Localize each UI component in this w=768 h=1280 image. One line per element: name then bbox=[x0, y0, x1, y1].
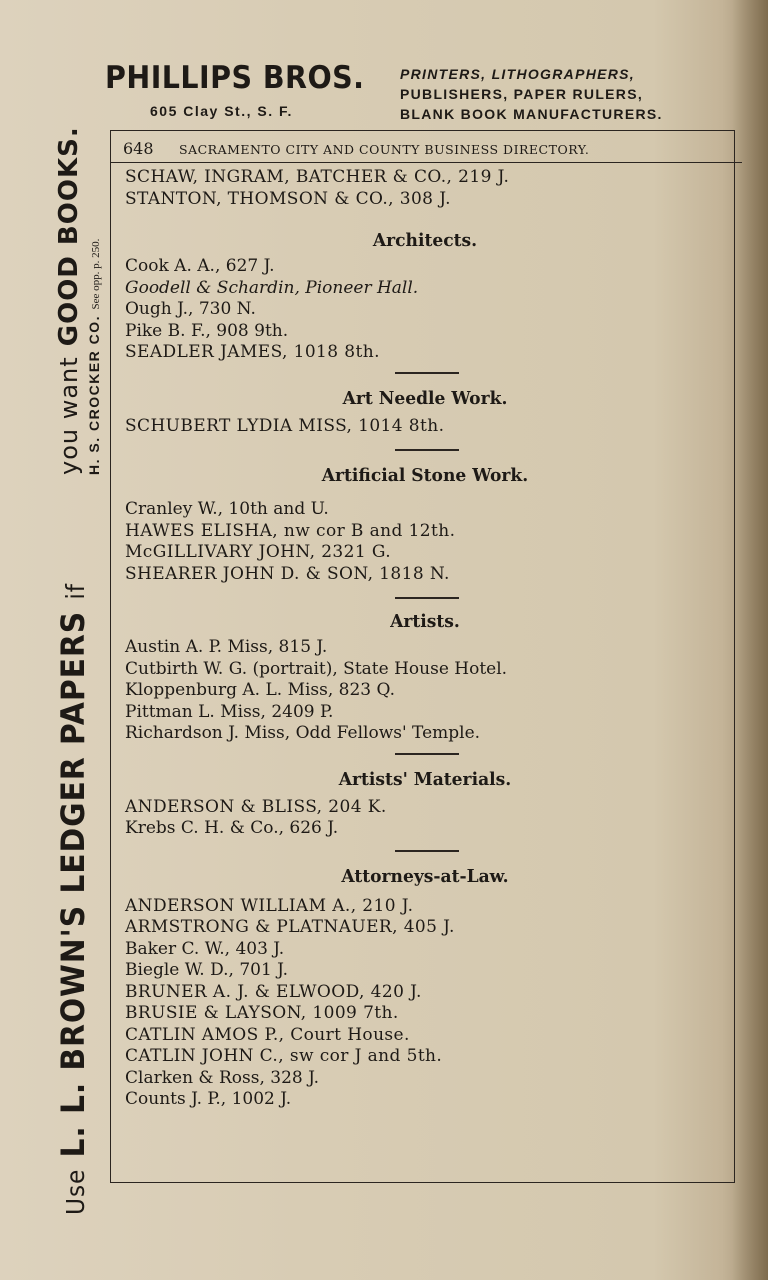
directory-entry: CATLIN JOHN C., sw cor J and 5th. bbox=[125, 1046, 443, 1066]
directory-entry: Counts J. P., 1002 J. bbox=[125, 1089, 292, 1109]
directory-entry: Cook A. A., 627 J. bbox=[125, 256, 275, 276]
directory-entry: SCHUBERT LYDIA MISS, 1014 8th. bbox=[125, 415, 445, 436]
section-heading: Artists' Materials. bbox=[338, 768, 512, 790]
directory-entry: Austin A. P. Miss, 815 J. bbox=[125, 637, 328, 657]
side-ad-crocker: H. S. CROCKER CO. bbox=[86, 314, 102, 475]
directory-entry: Clarken & Ross, 328 J. bbox=[125, 1067, 319, 1088]
directory-entry: Cranley W., 10th and U. bbox=[125, 499, 329, 519]
directory-entry: ANDERSON & BLISS, 204 K. bbox=[125, 796, 387, 817]
directory-entry: SCHAW, INGRAM, BATCHER & CO., 219 J. bbox=[125, 167, 510, 187]
directory-entry: Pittman L. Miss, 2409 P. bbox=[125, 701, 334, 722]
side-ad-if: if bbox=[61, 583, 90, 600]
directory-content bbox=[125, 167, 725, 1111]
directory-entry: Krebs C. H. & Co., 626 J. bbox=[125, 818, 339, 838]
directory-entry: Pike B. F., 908 9th. bbox=[125, 320, 289, 341]
section-heading: Artificial Stone Work. bbox=[321, 465, 529, 486]
running-head-rule bbox=[732, 162, 742, 163]
side-ad-good-books: GOOD BOOKS. bbox=[54, 126, 84, 347]
page-number: 648 bbox=[123, 139, 154, 158]
directory-entry: SHEARER JOHN D. & SON, 1818 N. bbox=[125, 563, 450, 584]
directory-entry: BRUSIE & LAYSON, 1009 7th. bbox=[125, 1003, 399, 1023]
directory-box bbox=[110, 130, 735, 1183]
spine-shadow bbox=[732, 0, 768, 1280]
directory-entry: BRUNER A. J. & ELWOOD, 420 J. bbox=[125, 981, 422, 1002]
section-heading: Art Needle Work. bbox=[342, 387, 508, 409]
side-ad-right bbox=[54, 75, 102, 475]
directory-entry: CATLIN AMOS P., Court House. bbox=[125, 1024, 410, 1045]
ad-brand-name: PHILLIPS BROS. bbox=[105, 60, 365, 96]
side-ad-brand: L. L. BROWN'S LEDGER PAPERS bbox=[54, 610, 92, 1158]
directory-entry: Biegle W. D., 701 J. bbox=[125, 960, 289, 980]
ad-services bbox=[400, 64, 663, 124]
section-heading: Architects. bbox=[372, 230, 478, 251]
running-head bbox=[111, 131, 734, 163]
side-ad-see-reference: See opp. p. 250. bbox=[90, 238, 102, 310]
side-ad-main bbox=[54, 583, 92, 1215]
directory-entry: ANDERSON WILLIAM A., 210 J. bbox=[125, 895, 414, 916]
directory-entry: McGILLIVARY JOHN, 2321 G. bbox=[125, 542, 392, 562]
ad-service-line: PUBLISHERS, PAPER RULERS, bbox=[400, 86, 644, 102]
directory-entry: STANTON, THOMSON & CO., 308 J. bbox=[125, 188, 451, 209]
ad-address: 605 Clay St., S. F. bbox=[150, 103, 293, 119]
directory-entry: Richardson J. Miss, Odd Fellows' Temple. bbox=[125, 723, 481, 743]
ad-service-line: PRINTERS, LITHOGRAPHERS, bbox=[400, 66, 635, 82]
side-ad-you-want: you want bbox=[55, 356, 83, 475]
directory-entry: Cutbirth W. G. (portrait), State House Hotel. bbox=[125, 658, 508, 679]
ad-service-line: BLANK BOOK MANUFACTURERS. bbox=[400, 106, 663, 122]
section-heading: Artists. bbox=[390, 611, 460, 632]
directory-entry: SEADLER JAMES, 1018 8th. bbox=[125, 342, 380, 362]
directory-entry: HAWES ELISHA, nw cor B and 12th. bbox=[125, 520, 456, 541]
directory-entry: Goodell & Schardin, Pioneer Hall. bbox=[125, 277, 419, 298]
directory-entry: Baker C. W., 403 J. bbox=[125, 938, 285, 959]
directory-entry: Kloppenburg A. L. Miss, 823 Q. bbox=[125, 680, 396, 700]
directory-entry: Ough J., 730 N. bbox=[125, 299, 256, 319]
side-ad-use: Use bbox=[61, 1168, 90, 1215]
section-heading: Attorneys-at-Law. bbox=[341, 865, 509, 887]
running-title: SACRAMENTO CITY AND COUNTY BUSINESS DIRECTORY. bbox=[179, 142, 590, 157]
header-advertisement bbox=[105, 58, 710, 128]
directory-entry: ARMSTRONG & PLATNAUER, 405 J. bbox=[125, 917, 455, 937]
